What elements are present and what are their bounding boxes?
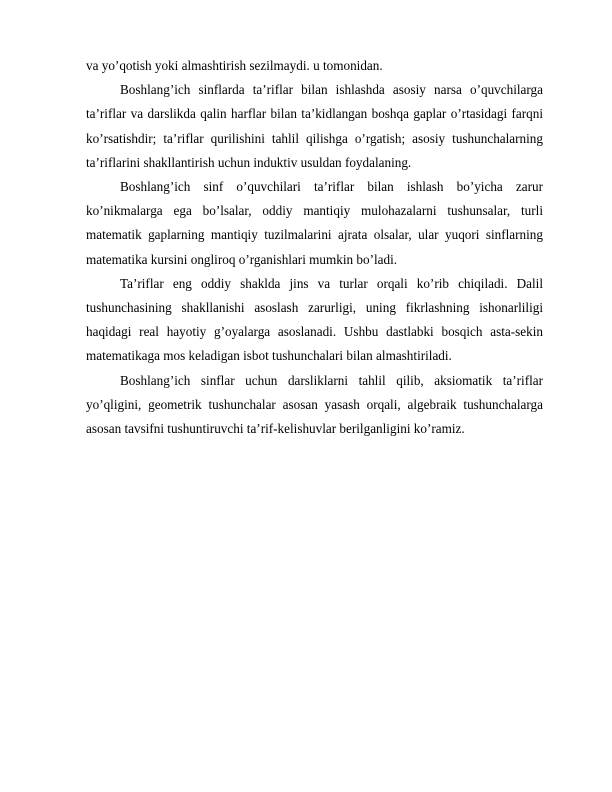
document-body [86,54,543,441]
paragraph-textbook-analysis: Boshlang’ich sinflar uchun darsliklarni tahlil qilib, aksiomatik ta’riflar yo’qligini, geometrik tushunchalar asosan yasash orqali, algebraik tushunchalarga asosan tavsifni tushuntiruvchi ta’rif-kelishuvlar berilganligini ko’ramiz. [86,372,543,437]
paragraph-genus-species: Ta’riflar eng oddiy shaklda jins va turlar orqali ko’rib chiqiladi. Dalil tushunchasining shakllanishi asoslash zarurligi, uning fikrlashning ishonarliligi haqidagi real hayotiy g’oyalarga asoslanadi. Ushbu dastlabki bosqich asta-sekin matematikaga mos keladigan isbot tushunchalari bilan almashtiriladi. [86,275,543,364]
paragraph-definitions-work: Boshlang’ich sinflarda ta’riflar bilan ishlashda asosiy narsa o’quvchilarga ta’riflar va darslikda qalin harflar bilan ta’kidlangan boshqa gaplar o’rtasidagi farqni ko’rsatishdir; ta’riflar qurilishini tahlil qilishga o’rgatish; asosiy tushunchalarning ta’riflarini shakllantirish uchun induktiv usuldan foydalaning. [86,82,543,170]
paragraph-skills: Boshlang’ich sinf o’quvchilari ta’riflar bilan ishlash bo’yicha zarur ko’nikmalarga ega bo’lsalar, oddiy mantiqiy mulohazalarni tushunsalar, turli matematik gaplarning mantiqiy tuzilmalarini ajrata olsalar, ular yuqori sinflarning matematika kursini ongliroq o’rganishlari mumkin bo’ladi. [86,179,543,267]
paragraph-continuation: va yo’qotish yoki almashtirish sezilmaydi. u tomonidan. [86,58,383,73]
